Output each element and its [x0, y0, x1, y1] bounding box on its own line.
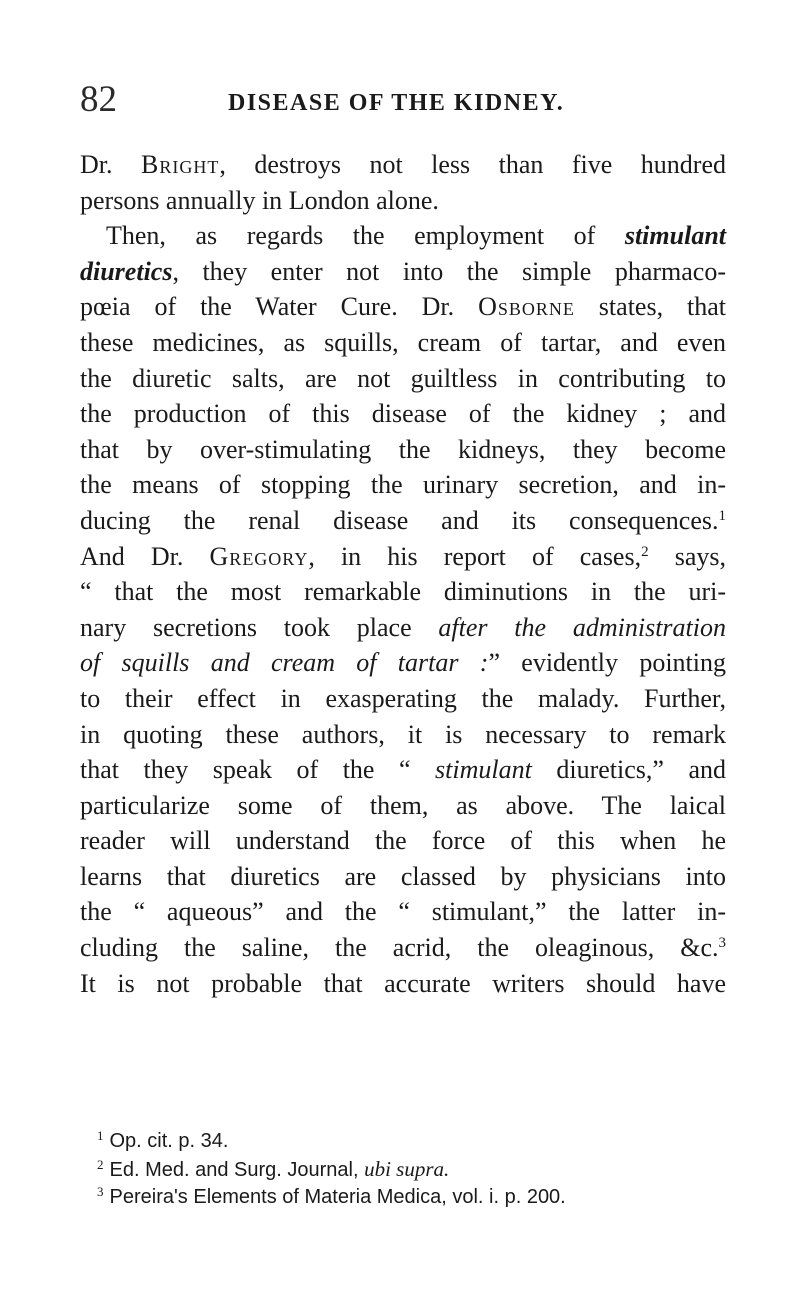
page-header [80, 80, 720, 130]
text-line: that by over-stimulating the kidneys, they become [80, 434, 726, 464]
text-line: And Dr. Gregory, in his report of cases,$^2$ says, [80, 541, 726, 571]
text-line: the production of this disease of the kidney ; and [80, 399, 726, 429]
text-line: these medicines, as squills, cream of tartar, and even [80, 327, 726, 357]
text-line: the means of stopping the urinary secretion, and in- [80, 470, 726, 500]
footnote: $^1$ Op. cit. p. 34. [97, 1128, 229, 1152]
text-line: to their effect in exasperating the malady. Further, [80, 683, 726, 713]
text-line: diuretics, they enter not into the simple pharmaco- [80, 256, 726, 286]
text-line: that they speak of the “ stimulant diuretics,” and [80, 755, 726, 785]
emphasis: after the administration [438, 612, 726, 642]
text-line: the diuretic salts, are not guiltless in contributing to [80, 363, 726, 393]
text-line: cluding the saline, the acrid, the oleaginous, &c.$^3$ [80, 933, 726, 963]
text-line: ducing the renal disease and its consequences.$^1$ [80, 505, 726, 535]
footnote-mark: 1 [97, 1128, 104, 1143]
author-name: Osborne [478, 292, 575, 322]
text-line: particularize some of them, as above. The laical [80, 790, 726, 820]
text-line: nary secretions took place after the administration [80, 612, 726, 642]
text-line: “ that the most remarkable diminutions in the uri- [80, 577, 726, 607]
footnote: $^3$ Pereira's Elements of Materia Medica, vol. i. p. 200. [97, 1184, 566, 1208]
running-title: DISEASE OF THE KIDNEY. [228, 90, 565, 116]
footnote-mark: 3 [97, 1184, 104, 1199]
author-name: Gregory [209, 541, 309, 571]
footnote: $^2$ Ed. Med. and Surg. Journal, ubi supra. [97, 1157, 450, 1181]
emphasis: diuretics [80, 256, 173, 286]
emphasis: of squills and cream of tartar : [80, 648, 489, 678]
text-line: the “ aqueous” and the “ stimulant,” the latter in- [80, 897, 726, 927]
text-line: persons annually in London alone. [80, 185, 439, 215]
page-number: 82 [80, 79, 117, 120]
body-text [80, 147, 726, 1001]
footnote-ref: 3 [718, 935, 726, 952]
text-line: Dr. Bright, destroys not less than five hundred [80, 150, 726, 179]
text-line: in quoting these authors, it is necessary to remark [80, 719, 726, 749]
footnotes [97, 1127, 737, 1211]
emphasis: stimulant [624, 221, 726, 251]
text-line: pœia of the Water Cure. Dr. Osborne states, that [80, 292, 726, 322]
emphasis: ubi supra. [364, 1157, 450, 1181]
author-name: Bright [140, 150, 220, 179]
text-line: It is not probable that accurate writers should have [80, 968, 726, 998]
footnote-mark: 2 [97, 1157, 104, 1172]
text-line: of squills and cream of tartar :” evidently pointing [80, 648, 726, 678]
footnote-ref: 2 [641, 543, 649, 560]
text-line: Then, as regards the employment of stimulant [106, 221, 726, 251]
text-line: learns that diuretics are classed by physicians into [80, 861, 726, 891]
text-line: reader will understand the force of this when he [80, 826, 726, 856]
emphasis: stimulant [435, 755, 532, 785]
footnote-ref: 1 [718, 507, 726, 524]
